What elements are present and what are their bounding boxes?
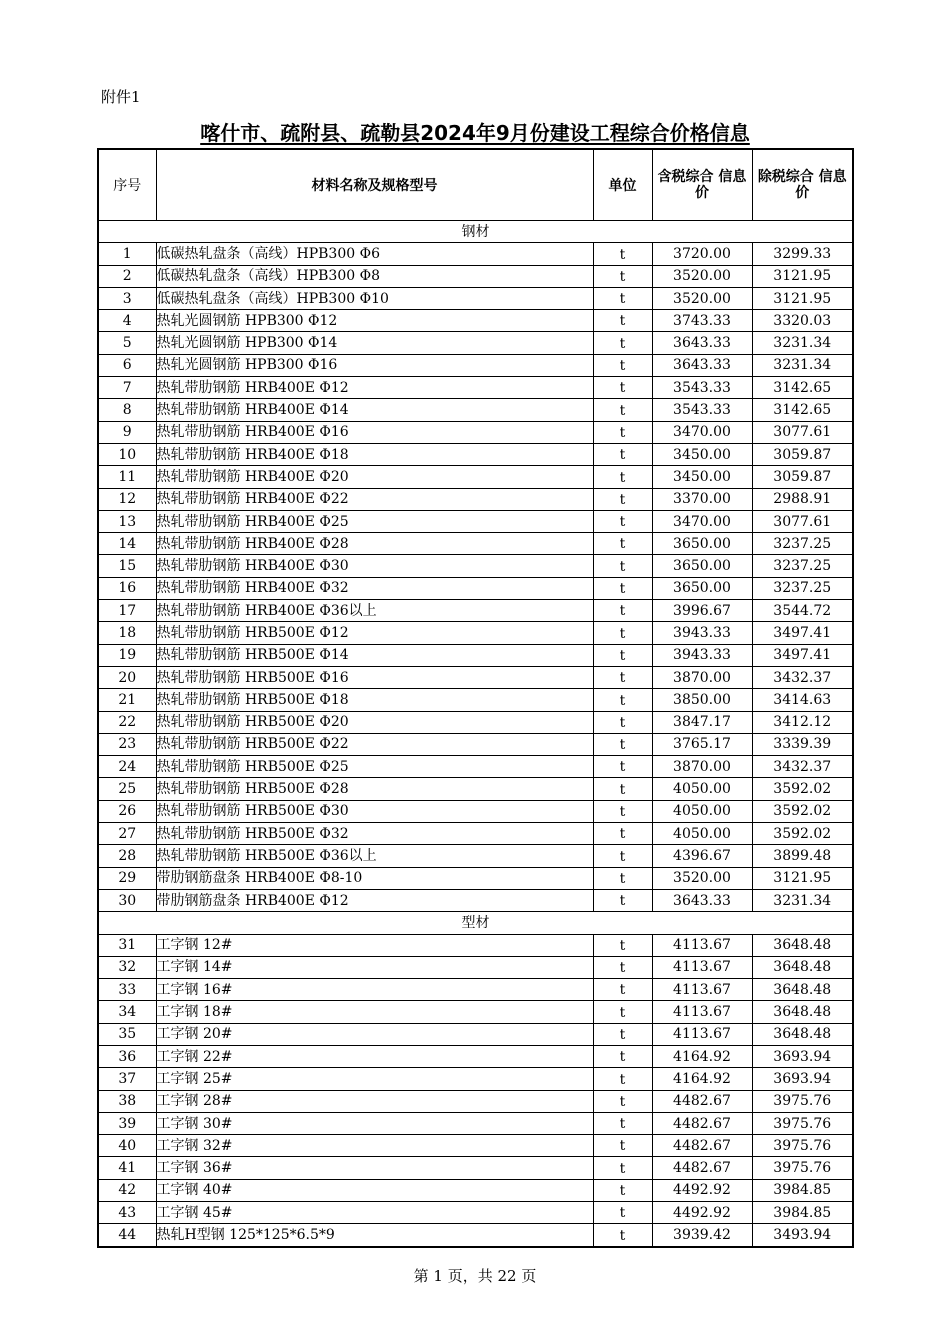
cell-price-tax: 3870.00	[652, 756, 752, 778]
cell-price-notax: 3975.76	[752, 1135, 853, 1157]
cell-price-tax: 4050.00	[652, 778, 752, 800]
cell-no: 30	[98, 889, 156, 911]
cell-unit: t	[593, 377, 652, 399]
table-row	[98, 778, 853, 800]
cell-price-tax: 4482.67	[652, 1090, 752, 1112]
cell-price-tax: 4050.00	[652, 823, 752, 845]
cell-unit: t	[593, 310, 652, 332]
cell-no: 4	[98, 310, 156, 332]
cell-unit: t	[593, 845, 652, 867]
cell-unit: t	[593, 421, 652, 443]
cell-price-notax: 3237.25	[752, 555, 853, 577]
cell-price-tax: 3520.00	[652, 867, 752, 889]
cell-no: 23	[98, 733, 156, 755]
table-row	[98, 1045, 853, 1067]
cell-material-name: 热轧带肋钢筋 HRB500E Φ12	[156, 622, 593, 644]
cell-unit: t	[593, 711, 652, 733]
cell-material-name: 工字钢 22#	[156, 1045, 593, 1067]
cell-price-notax: 3077.61	[752, 421, 853, 443]
cell-price-tax: 4492.92	[652, 1202, 752, 1224]
cell-material-name: 热轧带肋钢筋 HRB400E Φ14	[156, 399, 593, 421]
cell-price-notax: 3592.02	[752, 778, 853, 800]
table-row	[98, 1157, 853, 1179]
cell-unit: t	[593, 1045, 652, 1067]
cell-price-tax: 3743.33	[652, 310, 752, 332]
cell-unit: t	[593, 1157, 652, 1179]
cell-material-name: 低碳热轧盘条（高线）HPB300 Φ6	[156, 243, 593, 265]
cell-material-name: 热轧带肋钢筋 HRB400E Φ22	[156, 488, 593, 510]
table-row	[98, 622, 853, 644]
table-row	[98, 644, 853, 666]
header-no: 序号	[98, 149, 156, 221]
cell-price-tax: 3939.42	[652, 1224, 752, 1247]
cell-price-notax: 3975.76	[752, 1090, 853, 1112]
table-row	[98, 800, 853, 822]
table-row	[98, 979, 853, 1001]
cell-unit: t	[593, 1090, 652, 1112]
price-table	[97, 148, 854, 1248]
cell-no: 2	[98, 265, 156, 287]
cell-no: 38	[98, 1090, 156, 1112]
table-row	[98, 1001, 853, 1023]
cell-no: 28	[98, 845, 156, 867]
cell-no: 26	[98, 800, 156, 822]
cell-price-tax: 3643.33	[652, 332, 752, 354]
cell-price-tax: 3643.33	[652, 889, 752, 911]
cell-unit: t	[593, 1179, 652, 1201]
cell-price-tax: 3370.00	[652, 488, 752, 510]
cell-no: 36	[98, 1045, 156, 1067]
cell-price-tax: 3520.00	[652, 287, 752, 309]
table-row	[98, 756, 853, 778]
cell-material-name: 热轧带肋钢筋 HRB400E Φ30	[156, 555, 593, 577]
table-row	[98, 399, 853, 421]
cell-price-tax: 3996.67	[652, 600, 752, 622]
cell-unit: t	[593, 1001, 652, 1023]
cell-no: 5	[98, 332, 156, 354]
cell-no: 12	[98, 488, 156, 510]
cell-price-notax: 3693.94	[752, 1068, 853, 1090]
cell-unit: t	[593, 800, 652, 822]
table-row	[98, 823, 853, 845]
cell-no: 20	[98, 666, 156, 688]
cell-material-name: 热轧带肋钢筋 HRB500E Φ20	[156, 711, 593, 733]
cell-unit: t	[593, 533, 652, 555]
cell-price-tax: 3850.00	[652, 689, 752, 711]
cell-unit: t	[593, 867, 652, 889]
cell-no: 19	[98, 644, 156, 666]
cell-material-name: 工字钢 20#	[156, 1023, 593, 1045]
header-name: 材料名称及规格型号	[156, 149, 593, 221]
cell-material-name: 带肋钢筋盘条 HRB400E Φ8-10	[156, 867, 593, 889]
cell-no: 32	[98, 956, 156, 978]
table-row	[98, 577, 853, 599]
cell-price-tax: 4113.67	[652, 1023, 752, 1045]
cell-no: 7	[98, 377, 156, 399]
table-row	[98, 934, 853, 956]
cell-price-tax: 4164.92	[652, 1045, 752, 1067]
document-title: 喀什市、疏附县、疏勒县2024年9月份建设工程综合价格信息	[200, 121, 750, 145]
cell-price-notax: 3592.02	[752, 800, 853, 822]
cell-no: 6	[98, 354, 156, 376]
cell-price-tax: 3650.00	[652, 577, 752, 599]
cell-price-tax: 4050.00	[652, 800, 752, 822]
cell-no: 44	[98, 1224, 156, 1247]
cell-no: 35	[98, 1023, 156, 1045]
cell-price-tax: 4113.67	[652, 979, 752, 1001]
cell-no: 21	[98, 689, 156, 711]
cell-no: 29	[98, 867, 156, 889]
cell-price-notax: 3121.95	[752, 867, 853, 889]
cell-unit: t	[593, 1224, 652, 1247]
cell-price-notax: 3544.72	[752, 600, 853, 622]
cell-unit: t	[593, 979, 652, 1001]
cell-unit: t	[593, 354, 652, 376]
cell-no: 39	[98, 1112, 156, 1134]
cell-material-name: 热轧带肋钢筋 HRB500E Φ36以上	[156, 845, 593, 867]
cell-unit: t	[593, 733, 652, 755]
cell-no: 18	[98, 622, 156, 644]
cell-price-tax: 3765.17	[652, 733, 752, 755]
cell-material-name: 热轧带肋钢筋 HRB400E Φ25	[156, 510, 593, 532]
cell-material-name: 工字钢 28#	[156, 1090, 593, 1112]
cell-price-notax: 3237.25	[752, 577, 853, 599]
cell-unit: t	[593, 1202, 652, 1224]
table-row	[98, 1112, 853, 1134]
cell-price-tax: 4113.67	[652, 1001, 752, 1023]
section-label: 型材	[98, 912, 853, 934]
cell-material-name: 热轧带肋钢筋 HRB400E Φ16	[156, 421, 593, 443]
cell-material-name: 热轧光圆钢筋 HPB300 Φ16	[156, 354, 593, 376]
cell-price-tax: 4482.67	[652, 1112, 752, 1134]
cell-no: 24	[98, 756, 156, 778]
table-row	[98, 466, 853, 488]
cell-unit: t	[593, 1135, 652, 1157]
table-row	[98, 867, 853, 889]
cell-material-name: 带肋钢筋盘条 HRB400E Φ12	[156, 889, 593, 911]
table-row	[98, 1202, 853, 1224]
attachment-label: 附件1	[101, 88, 141, 106]
cell-unit: t	[593, 1112, 652, 1134]
cell-unit: t	[593, 555, 652, 577]
table-row	[98, 845, 853, 867]
cell-price-notax: 3648.48	[752, 1023, 853, 1045]
cell-material-name: 热轧光圆钢筋 HPB300 Φ12	[156, 310, 593, 332]
cell-price-notax: 3231.34	[752, 354, 853, 376]
cell-unit: t	[593, 778, 652, 800]
table-row	[98, 889, 853, 911]
cell-price-notax: 3648.48	[752, 979, 853, 1001]
cell-price-tax: 3650.00	[652, 555, 752, 577]
section-header-row	[98, 221, 853, 243]
cell-unit: t	[593, 443, 652, 465]
cell-price-notax: 3142.65	[752, 399, 853, 421]
header-price-notax: 除税综合 信息价	[752, 149, 853, 221]
table-row	[98, 421, 853, 443]
cell-material-name: 热轧带肋钢筋 HRB500E Φ32	[156, 823, 593, 845]
cell-price-tax: 3720.00	[652, 243, 752, 265]
table-row	[98, 354, 853, 376]
table-row	[98, 1068, 853, 1090]
table-row	[98, 1179, 853, 1201]
cell-price-tax: 4482.67	[652, 1157, 752, 1179]
cell-price-tax: 3450.00	[652, 443, 752, 465]
table-row	[98, 265, 853, 287]
table-row	[98, 332, 853, 354]
cell-material-name: 低碳热轧盘条（高线）HPB300 Φ10	[156, 287, 593, 309]
cell-price-tax: 3470.00	[652, 510, 752, 532]
cell-price-notax: 3412.12	[752, 711, 853, 733]
cell-no: 16	[98, 577, 156, 599]
cell-no: 9	[98, 421, 156, 443]
cell-no: 43	[98, 1202, 156, 1224]
cell-unit: t	[593, 644, 652, 666]
cell-unit: t	[593, 666, 652, 688]
cell-price-notax: 3984.85	[752, 1179, 853, 1201]
cell-unit: t	[593, 600, 652, 622]
cell-price-tax: 3650.00	[652, 533, 752, 555]
cell-price-tax: 3450.00	[652, 466, 752, 488]
cell-material-name: 工字钢 30#	[156, 1112, 593, 1134]
cell-price-notax: 3077.61	[752, 510, 853, 532]
cell-no: 34	[98, 1001, 156, 1023]
cell-unit: t	[593, 756, 652, 778]
cell-price-tax: 3943.33	[652, 622, 752, 644]
cell-material-name: 热轧光圆钢筋 HPB300 Φ14	[156, 332, 593, 354]
cell-no: 40	[98, 1135, 156, 1157]
cell-material-name: 热轧H型钢 125*125*6.5*9	[156, 1224, 593, 1247]
cell-price-tax: 4113.67	[652, 934, 752, 956]
table-row	[98, 1135, 853, 1157]
cell-unit: t	[593, 622, 652, 644]
cell-price-notax: 3648.48	[752, 1001, 853, 1023]
cell-unit: t	[593, 934, 652, 956]
cell-price-tax: 4396.67	[652, 845, 752, 867]
table-row	[98, 600, 853, 622]
cell-price-notax: 3339.39	[752, 733, 853, 755]
table-row	[98, 555, 853, 577]
table-row	[98, 443, 853, 465]
cell-material-name: 热轧带肋钢筋 HRB400E Φ20	[156, 466, 593, 488]
cell-price-notax: 3414.63	[752, 689, 853, 711]
cell-material-name: 热轧带肋钢筋 HRB500E Φ30	[156, 800, 593, 822]
section-label: 钢材	[98, 221, 853, 243]
cell-price-tax: 4164.92	[652, 1068, 752, 1090]
cell-price-tax: 3870.00	[652, 666, 752, 688]
table-row	[98, 243, 853, 265]
table-row	[98, 956, 853, 978]
cell-material-name: 热轧带肋钢筋 HRB400E Φ28	[156, 533, 593, 555]
cell-price-tax: 3943.33	[652, 644, 752, 666]
table-row	[98, 533, 853, 555]
cell-price-notax: 3121.95	[752, 265, 853, 287]
cell-price-notax: 3975.76	[752, 1157, 853, 1179]
cell-material-name: 工字钢 40#	[156, 1179, 593, 1201]
table-header-row	[98, 149, 853, 221]
cell-price-notax: 3059.87	[752, 443, 853, 465]
cell-unit: t	[593, 243, 652, 265]
cell-price-notax: 3497.41	[752, 622, 853, 644]
cell-material-name: 工字钢 45#	[156, 1202, 593, 1224]
section-header-row	[98, 912, 853, 934]
cell-price-notax: 3121.95	[752, 287, 853, 309]
table-row	[98, 733, 853, 755]
cell-no: 22	[98, 711, 156, 733]
cell-price-notax: 3432.37	[752, 666, 853, 688]
cell-price-tax: 3543.33	[652, 399, 752, 421]
cell-unit: t	[593, 488, 652, 510]
cell-price-tax: 4492.92	[652, 1179, 752, 1201]
table-row	[98, 488, 853, 510]
table-row	[98, 287, 853, 309]
cell-material-name: 热轧带肋钢筋 HRB500E Φ14	[156, 644, 593, 666]
cell-no: 15	[98, 555, 156, 577]
table-row	[98, 711, 853, 733]
cell-material-name: 工字钢 36#	[156, 1157, 593, 1179]
cell-price-tax: 3643.33	[652, 354, 752, 376]
header-price-tax: 含税综合 信息价	[652, 149, 752, 221]
cell-price-notax: 3142.65	[752, 377, 853, 399]
cell-unit: t	[593, 689, 652, 711]
cell-material-name: 工字钢 18#	[156, 1001, 593, 1023]
table-row	[98, 310, 853, 332]
table-body	[98, 221, 853, 1247]
cell-unit: t	[593, 889, 652, 911]
table-row	[98, 1023, 853, 1045]
cell-price-tax: 3520.00	[652, 265, 752, 287]
cell-no: 13	[98, 510, 156, 532]
cell-price-tax: 4482.67	[652, 1135, 752, 1157]
cell-no: 10	[98, 443, 156, 465]
table-row	[98, 1090, 853, 1112]
cell-unit: t	[593, 577, 652, 599]
cell-price-notax: 3693.94	[752, 1045, 853, 1067]
cell-price-notax: 3231.34	[752, 332, 853, 354]
cell-price-notax: 3237.25	[752, 533, 853, 555]
cell-material-name: 工字钢 14#	[156, 956, 593, 978]
cell-price-notax: 3059.87	[752, 466, 853, 488]
cell-price-notax: 3320.03	[752, 310, 853, 332]
cell-price-notax: 3497.41	[752, 644, 853, 666]
cell-no: 14	[98, 533, 156, 555]
table-row	[98, 689, 853, 711]
cell-material-name: 热轧带肋钢筋 HRB400E Φ32	[156, 577, 593, 599]
cell-unit: t	[593, 287, 652, 309]
cell-price-notax: 3299.33	[752, 243, 853, 265]
cell-unit: t	[593, 510, 652, 532]
cell-price-notax: 2988.91	[752, 488, 853, 510]
cell-no: 8	[98, 399, 156, 421]
table-row	[98, 510, 853, 532]
cell-no: 37	[98, 1068, 156, 1090]
cell-price-notax: 3493.94	[752, 1224, 853, 1247]
cell-no: 1	[98, 243, 156, 265]
cell-material-name: 工字钢 25#	[156, 1068, 593, 1090]
cell-unit: t	[593, 265, 652, 287]
cell-material-name: 热轧带肋钢筋 HRB500E Φ18	[156, 689, 593, 711]
cell-unit: t	[593, 399, 652, 421]
cell-price-notax: 3648.48	[752, 934, 853, 956]
cell-unit: t	[593, 1068, 652, 1090]
cell-price-notax: 3984.85	[752, 1202, 853, 1224]
cell-price-notax: 3592.02	[752, 823, 853, 845]
cell-unit: t	[593, 956, 652, 978]
cell-no: 27	[98, 823, 156, 845]
cell-no: 42	[98, 1179, 156, 1201]
cell-material-name: 工字钢 16#	[156, 979, 593, 1001]
cell-unit: t	[593, 466, 652, 488]
cell-price-tax: 3470.00	[652, 421, 752, 443]
page-footer: 第 1 页，共 22 页	[413, 1267, 537, 1285]
cell-material-name: 工字钢 32#	[156, 1135, 593, 1157]
table-row	[98, 377, 853, 399]
cell-price-tax: 3543.33	[652, 377, 752, 399]
cell-no: 41	[98, 1157, 156, 1179]
cell-no: 25	[98, 778, 156, 800]
cell-price-tax: 4113.67	[652, 956, 752, 978]
cell-no: 31	[98, 934, 156, 956]
cell-unit: t	[593, 823, 652, 845]
cell-material-name: 热轧带肋钢筋 HRB400E Φ12	[156, 377, 593, 399]
cell-price-tax: 3847.17	[652, 711, 752, 733]
cell-material-name: 热轧带肋钢筋 HRB500E Φ16	[156, 666, 593, 688]
cell-material-name: 低碳热轧盘条（高线）HPB300 Φ8	[156, 265, 593, 287]
cell-material-name: 热轧带肋钢筋 HRB500E Φ25	[156, 756, 593, 778]
header-unit: 单位	[593, 149, 652, 221]
cell-material-name: 热轧带肋钢筋 HRB400E Φ18	[156, 443, 593, 465]
cell-price-notax: 3231.34	[752, 889, 853, 911]
cell-unit: t	[593, 332, 652, 354]
cell-no: 11	[98, 466, 156, 488]
cell-material-name: 工字钢 12#	[156, 934, 593, 956]
cell-price-notax: 3899.48	[752, 845, 853, 867]
table-row	[98, 1224, 853, 1247]
cell-price-notax: 3648.48	[752, 956, 853, 978]
table-row	[98, 666, 853, 688]
cell-no: 3	[98, 287, 156, 309]
cell-price-notax: 3432.37	[752, 756, 853, 778]
cell-price-notax: 3975.76	[752, 1112, 853, 1134]
cell-material-name: 热轧带肋钢筋 HRB400E Φ36以上	[156, 600, 593, 622]
cell-material-name: 热轧带肋钢筋 HRB500E Φ28	[156, 778, 593, 800]
cell-material-name: 热轧带肋钢筋 HRB500E Φ22	[156, 733, 593, 755]
cell-no: 33	[98, 979, 156, 1001]
cell-unit: t	[593, 1023, 652, 1045]
cell-no: 17	[98, 600, 156, 622]
